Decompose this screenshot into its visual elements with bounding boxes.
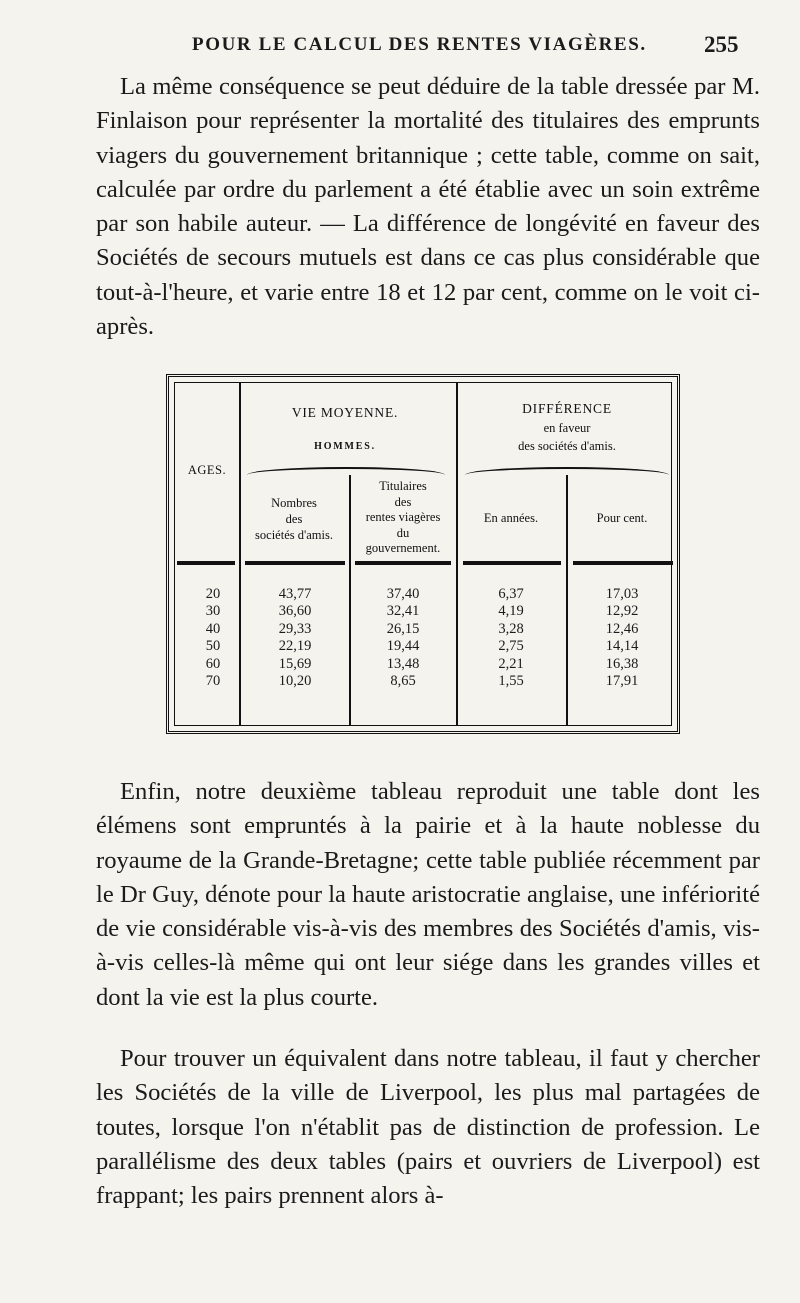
header-titulaires: Titulaires des rentes viagères du gouvernement. [365, 479, 441, 555]
header-rule [463, 561, 561, 565]
brace-difference [465, 467, 669, 475]
paragraph-1: La même conséquence se peut déduire de la table dressée par M. Finlaison pour représenter la mortalité des titulaires des emprunts viagers du gouvernement britannique ; cette table, comme on sait, calculée par ordre du parlement a été établie avec un soin extrême par son habile auteur. — La différence de longévité en faveur des Sociétés de secours mutuels est dans ce cas plus considérable que tout-à-l'heure, et varie entre 18 et 12 par cent, comme on le voit ci-après. [96, 73, 760, 341]
table-cell: 17,03 [605, 586, 639, 602]
table-cell: 10,20 [278, 672, 312, 689]
header-nombres: Nombres des sociétés d'amis. [255, 496, 333, 542]
table-cell: 16,38 [605, 655, 639, 672]
table-cell: 4,19 [498, 603, 524, 620]
table-cell: 70 [205, 672, 221, 689]
table-cell: 37,40 [386, 586, 420, 602]
table-cell: 20 [205, 586, 221, 602]
header-rule [573, 561, 673, 565]
nombres-column [241, 586, 349, 690]
table-cell: 13,48 [386, 655, 420, 672]
table-cell: 6,37 [498, 586, 524, 602]
table-cell: 30 [205, 603, 221, 620]
table-cell: 50 [205, 638, 221, 655]
ages-column [193, 586, 233, 690]
header-pour-cent: Pour cent. [596, 511, 648, 525]
table-cell: 1,55 [498, 672, 524, 689]
table-cell: 15,69 [278, 655, 312, 672]
table-cell: 19,44 [386, 638, 420, 655]
brace-vie-moyenne [247, 467, 445, 475]
running-title: POUR LE CALCUL DES RENTES VIAGÈRES. [192, 34, 647, 55]
titulaires-column [351, 586, 455, 690]
table-cell: 3,28 [498, 620, 524, 637]
table-cell: 12,92 [605, 603, 639, 620]
table-cell: 26,15 [386, 620, 420, 637]
en-annees-column [458, 586, 564, 690]
table-cell: 2,75 [498, 638, 524, 655]
header-vie-moyenne: VIE MOYENNE. [291, 405, 399, 420]
paragraph-2: Enfin, notre deuxième tableau reproduit une table dont les élémens sont empruntés à la pairie et à la haute noblesse du royaume de la Grande-Bretagne; cette table publiée récemment par le Dr Guy, dénote pour la haute aristocratie anglaise, une infériorité de vie considérable vis-à-vis des membres des Sociétés d'amis, vis-à-vis celles-là même qui ont leur siége dans les grandes villes et dont la vie est la plus courte. [96, 778, 760, 1011]
header-ages: AGES. [187, 463, 227, 477]
table-cell: 32,41 [386, 603, 420, 620]
table-cell: 2,21 [498, 655, 524, 672]
header-rule [177, 561, 235, 565]
page-number: 255 [704, 32, 739, 57]
table-cell: 12,46 [605, 620, 639, 637]
table-cell: 60 [205, 655, 221, 672]
pour-cent-column [568, 586, 676, 690]
header-rule [355, 561, 451, 565]
header-en-annees: En années. [483, 511, 539, 525]
table-cell: 8,65 [390, 672, 416, 689]
table-cell: 14,14 [605, 638, 639, 655]
header-difference: DIFFÉRENCE [522, 401, 612, 416]
table-cell: 22,19 [278, 638, 312, 655]
header-en-faveur: en faveur [543, 421, 591, 435]
header-hommes: HOMMES. [314, 441, 376, 452]
table-cell: 43,77 [278, 586, 312, 602]
mortality-table [166, 374, 680, 734]
table-cell: 29,33 [278, 620, 312, 637]
header-rule [245, 561, 345, 565]
running-head [0, 34, 800, 64]
table-inner-border [174, 382, 672, 726]
table-cell: 40 [205, 620, 221, 637]
table-cell: 36,60 [278, 603, 312, 620]
paragraph-3: Pour trouver un équivalent dans notre tableau, il faut y chercher les Sociétés de la ville de Liverpool, les plus mal partagées de toutes, lorsque l'on n'établit pas de distinction de profession. Le parallélisme des deux tables (pairs et ouvriers de Liverpool) est frappant; les pairs prennent alors à- [96, 1045, 760, 1210]
table-cell: 17,91 [605, 672, 639, 689]
header-des-societes: des sociétés d'amis. [518, 439, 616, 453]
